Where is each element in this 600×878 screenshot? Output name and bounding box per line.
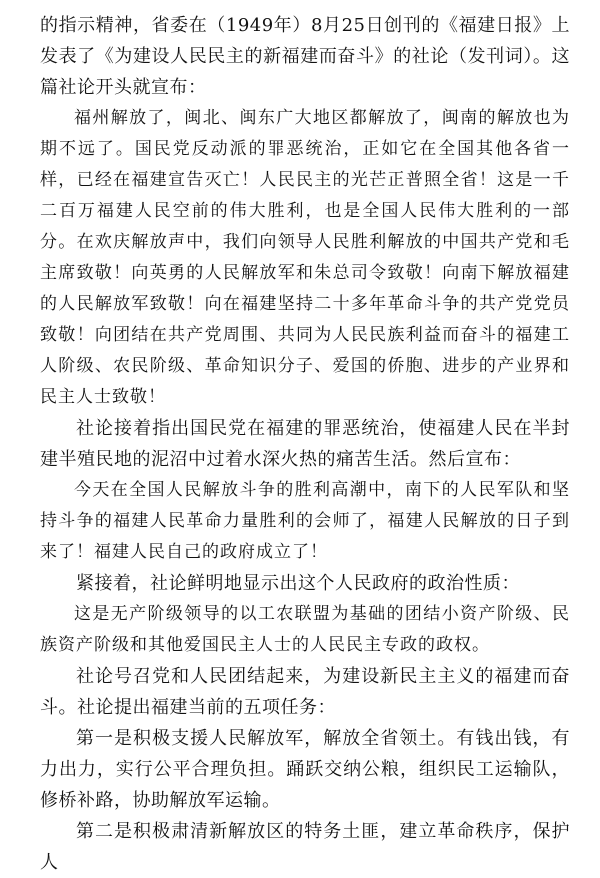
- document-body: [40, 10, 570, 878]
- paragraph-task-one: 第一是积极支援人民解放军，解放全省领土。有钱出钱，有力出力，实行公平合理负担。踊跃交纳公粮，组织民工运输队，修桥补路，协助解放军运输。: [40, 728, 570, 811]
- paragraph-task-two: 第二是积极肃清新解放区的特务土匪，建立革命秩序，保护人: [40, 821, 570, 873]
- paragraph-intro: 的指示精神，省委在（1949年）8月25日创刊的《福建日报》上发表了《为建设人民民主的新福建而奋斗》的社论（发刊词）。这篇社论开头就宣布：: [40, 15, 570, 98]
- quote-liberation-announcement: 福州解放了，闽北、闽东广大地区都解放了，闽南的解放也为期不远了。国民党反动派的罪恶统治，正如它在全国其他各省一样，已经在福建宣告灭亡！人民民主的光芒正普照全省！这是一千二百万福建人民空前的伟大胜利，也是全国人民伟大胜利的一部分。在欢庆解放声中，我们向领导人民胜利解放的中国共产党和毛主席致敬！向英勇的人民解放军和朱总司令致敬！向南下解放福建的人民解放军致敬！向在福建坚持二十多年革命斗争的共产党党员致敬！向团结在共产党周围、共同为人民民族利益而奋斗的福建工人阶级、农民阶级、革命知识分子、爱国的侨胞、进步的产业界和民主人士致敬！: [40, 108, 570, 407]
- quote-people-democratic-dictatorship: 这是无产阶级领导的以工农联盟为基础的团结小资产阶级、民族资产阶级和其他爱国民主人士的人民民主专政的政权。: [40, 604, 570, 655]
- paragraph-kmt-rule: 社论接着指出国民党在福建的罪恶统治，使福建人民在半封建半殖民地的泥沼中过着水深火热的痛苦生活。然后宣布：: [40, 418, 570, 470]
- paragraph-political-nature: 紧接着，社论鲜明地显示出这个人民政府的政治性质：: [76, 573, 520, 594]
- quote-government-founded: 今天在全国人民解放斗争的胜利高潮中，南下的人民军队和坚持斗争的福建人民革命力量胜利的会师了，福建人民解放的日子到来了！福建人民自己的政府成立了！: [40, 480, 570, 562]
- paragraph-five-tasks: 社论号召党和人民团结起来，为建设新民主主义的福建而奋斗。社论提出福建当前的五项任务：: [40, 666, 570, 718]
